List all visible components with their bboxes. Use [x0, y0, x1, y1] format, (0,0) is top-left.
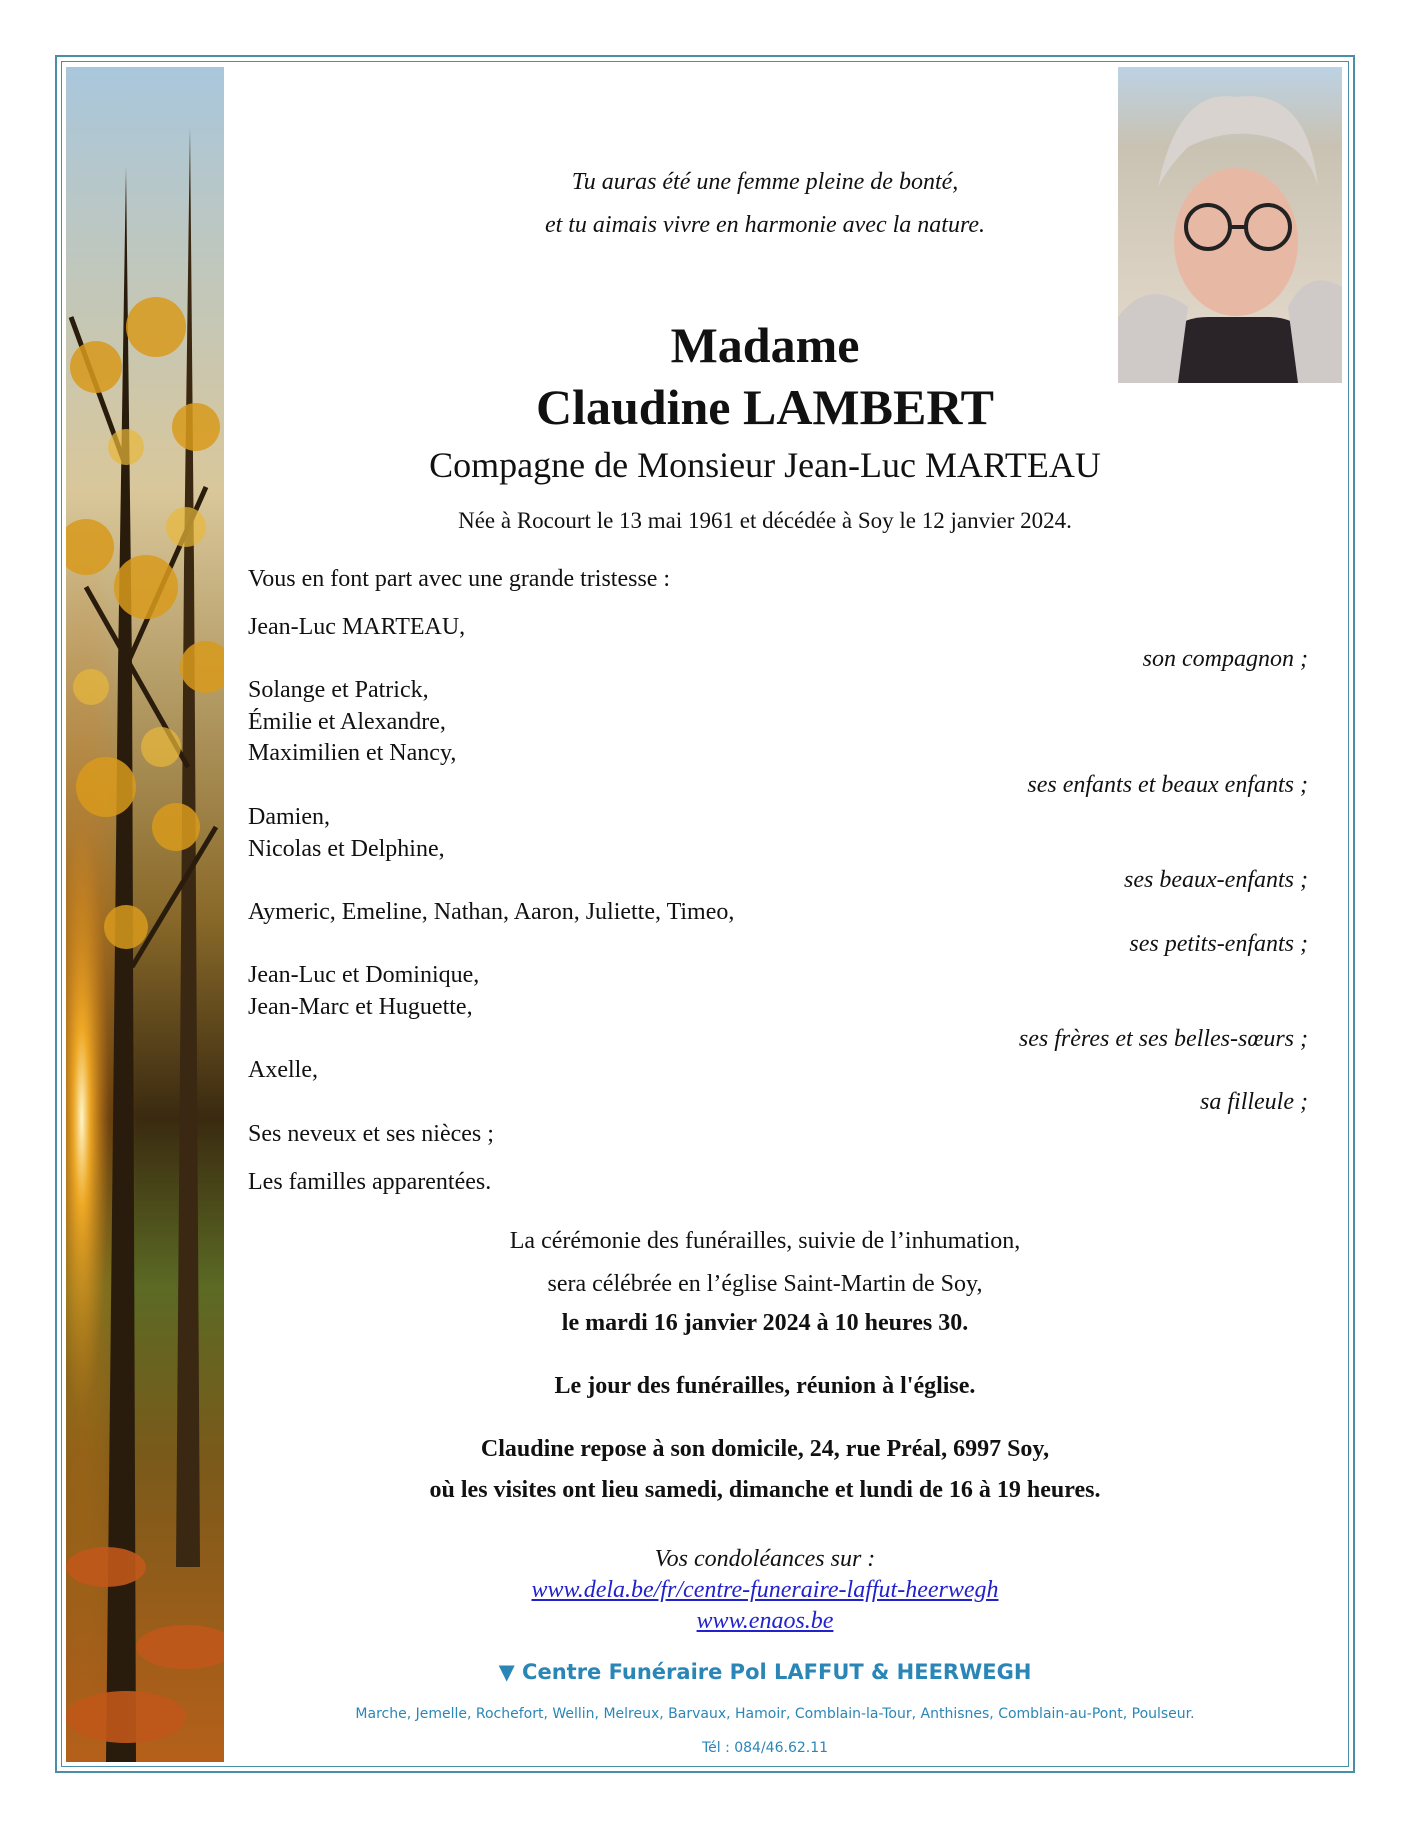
family-name: Solange et Patrick, [248, 677, 429, 703]
condolences-label: Vos condoléances sur : [654, 1546, 876, 1572]
nephews-line: Ses neveux et ses nièces ; [248, 1121, 494, 1147]
funeral-home-phone: Tél : 084/46.62.11 [701, 1740, 829, 1756]
visit-line-2: où les visites ont lieu samedi, dimanche et lundi de 16 à 19 heures. [429, 1477, 1101, 1503]
family-name: Jean-Luc et Dominique, [248, 962, 480, 988]
relation-label: ses petits-enfants ; [1129, 931, 1308, 957]
ceremony-date: le mardi 16 janvier 2024 à 10 heures 30. [561, 1310, 969, 1336]
condolences-link-enaos[interactable]: www.enaos.be [696, 1608, 834, 1634]
companion-line: Compagne de Monsieur Jean-Luc MARTEAU [429, 445, 1101, 485]
ceremony-line-2: sera célébrée en l’église Saint-Martin de Soy, [547, 1271, 983, 1297]
visit-line-1: Claudine repose à son domicile, 24, rue Préal, 6997 Soy, [480, 1436, 1050, 1462]
families-line: Les familles apparentées. [248, 1169, 492, 1195]
relation-label: ses beaux-enfants ; [1124, 867, 1308, 893]
relation-label: ses enfants et beaux enfants ; [1027, 772, 1308, 798]
portrait-photo [1118, 67, 1342, 383]
deceased-name: Claudine LAMBERT [535, 379, 995, 435]
family-name: Axelle, [248, 1057, 318, 1083]
relation-label: ses frères et ses belles-sœurs ; [1018, 1026, 1308, 1052]
family-name: Maximilien et Nancy, [248, 740, 457, 766]
family-name: Nicolas et Delphine, [248, 836, 445, 862]
announcement-intro: Vous en font part avec une grande tristesse : [248, 566, 671, 592]
honorific: Madame [670, 317, 860, 373]
family-name: Jean-Marc et Huguette, [248, 994, 473, 1020]
funeral-home-towns: Marche, Jemelle, Rochefort, Wellin, Melreux, Barvaux, Hamoir, Comblain-la-Tour, Anthisnes, Comblain-au-Pont, Poulseur. [355, 1706, 1195, 1722]
quote-line-2: et tu aimais vivre en harmonie avec la nature. [544, 212, 986, 238]
family-name: Damien, [248, 804, 330, 830]
funeral-home-label: Centre Funéraire Pol LAFFUT & HEERWEGH [522, 1660, 1032, 1684]
triangle-down-icon: ▼ [498, 1660, 515, 1684]
relation-label: son compagnon ; [1142, 646, 1308, 672]
relation-label: sa filleule ; [1200, 1089, 1308, 1115]
funeral-home-name [300, 1660, 1230, 1684]
meeting-line: Le jour des funérailles, réunion à l'église. [554, 1373, 976, 1399]
dates-line: Née à Rocourt le 13 mai 1961 et décédée à Soy le 12 janvier 2024. [458, 508, 1072, 533]
condolences-link-dela[interactable]: www.dela.be/fr/centre-funeraire-laffut-heerwegh [531, 1577, 999, 1603]
family-name: Aymeric, Emeline, Nathan, Aaron, Juliette, Timeo, [248, 899, 735, 925]
family-name: Jean-Luc MARTEAU, [248, 614, 466, 640]
family-name: Émilie et Alexandre, [248, 709, 446, 735]
ceremony-line-1: La cérémonie des funérailles, suivie de l’inhumation, [509, 1228, 1021, 1254]
quote-line-1: Tu auras été une femme pleine de bonté, [571, 169, 959, 195]
autumn-forest-image [66, 67, 224, 1762]
